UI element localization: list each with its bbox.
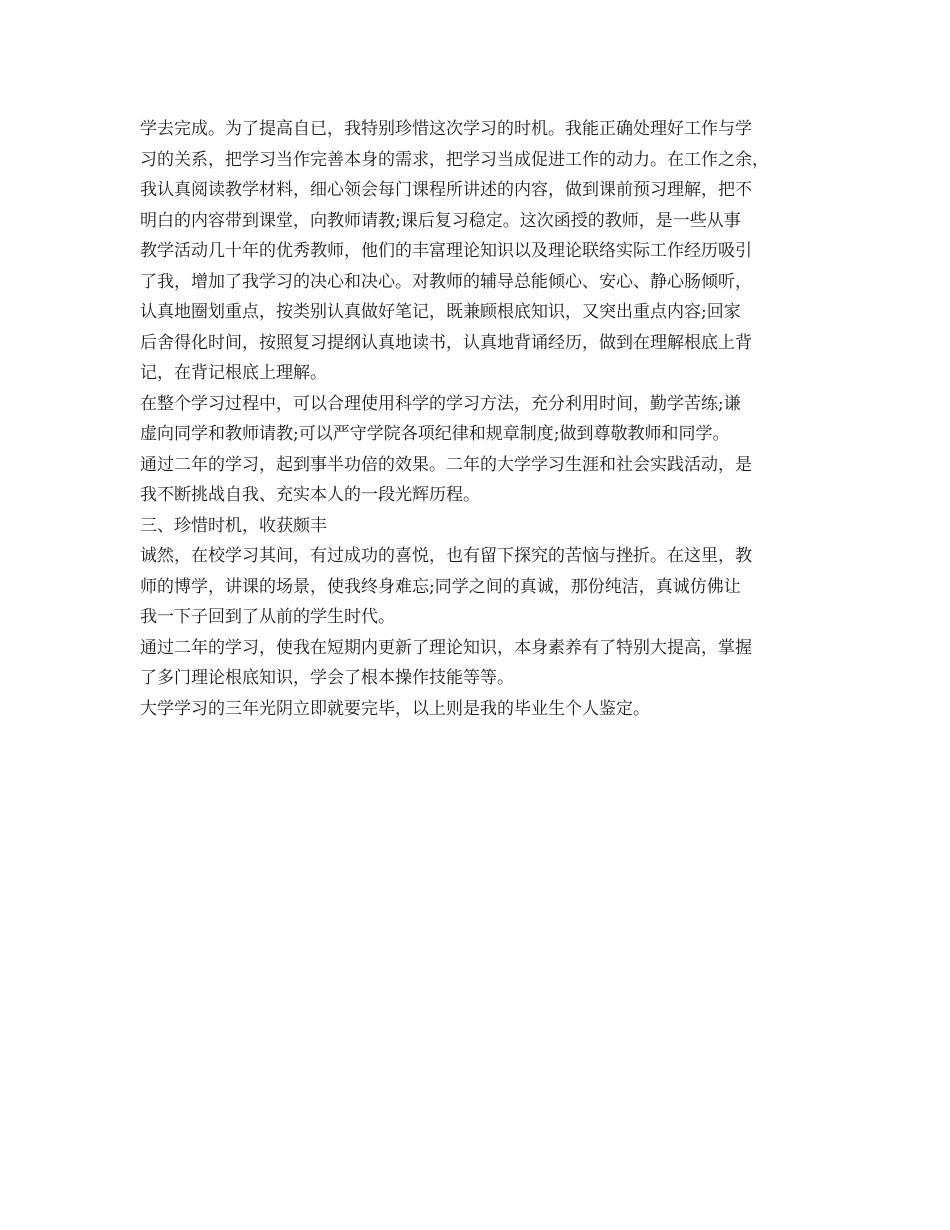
text-line: 记，在背记根底上理解。 [140, 363, 327, 383]
text-line: 大学学习的三年光阴立即就要完毕，以上则是我的毕业生个人鉴定。 [140, 698, 650, 719]
section-heading: 三、珍惜时机，收获颇丰 [140, 515, 327, 536]
text-line: 师的博学，讲课的场景，使我终身难忘;同学之间的真诚，那份纯洁，真诚仿佛让 [140, 576, 741, 597]
text-line: 习的关系，把学习当作完善本身的需求，把学习当成促进工作的动力。在工作之余， [140, 149, 769, 170]
text-line: 认真地圈划重点，按类别认真做好笔记，既兼顾根底知识，又突出重点内容;回家 [140, 302, 741, 322]
text-line: 了多门理论根底知识，学会了根本操作技能等等。 [140, 668, 514, 688]
text-line: 通过二年的学习，起到事半功倍的效果。二年的大学学习生涯和社会实践活动，是 [140, 454, 752, 475]
text-line: 学去完成。为了提高自已，我特别珍惜这次学习的时机。我能正确处理好工作与学 [140, 119, 752, 139]
text-line: 我一下子回到了从前的学生时代。 [140, 607, 395, 627]
text-line: 教学活动几十年的优秀教师，他们的丰富理论知识以及理论联络实际工作经历吸引 [140, 241, 752, 261]
text-line: 我认真阅读教学材料，细心领会每门课程所讲述的内容，做到课前预习理解，把不 [140, 180, 752, 200]
text-line: 虚向同学和教师请教;可以严守学院各项纪律和规章制度;做到尊敬教师和同学。 [140, 424, 730, 444]
text-line: 在整个学习过程中，可以合理使用科学的学习方法，充分利用时间，勤学苦练;谦 [140, 393, 741, 414]
text-line: 后舍得化时间，按照复习提纲认真地读书，认真地背诵经历，做到在理解根底上背 [140, 332, 752, 353]
text-line: 诚然，在校学习其间，有过成功的喜悦，也有留下探究的苦恼与挫折。在这里，教 [140, 546, 752, 566]
text-line: 明白的内容带到课堂，向教师请教;课后复习稳定。这次函授的教师，是一些从事 [140, 210, 741, 231]
text-line: 通过二年的学习，使我在短期内更新了理论知识，本身素养有了特别大提高，掌握 [140, 637, 752, 658]
document-body [140, 114, 820, 724]
text-line: 了我，增加了我学习的决心和决心。对教师的辅导总能倾心、安心、静心肠倾听， [140, 271, 752, 292]
text-line: 我不断挑战自我、充实本人的一段光辉历程。 [140, 485, 480, 505]
